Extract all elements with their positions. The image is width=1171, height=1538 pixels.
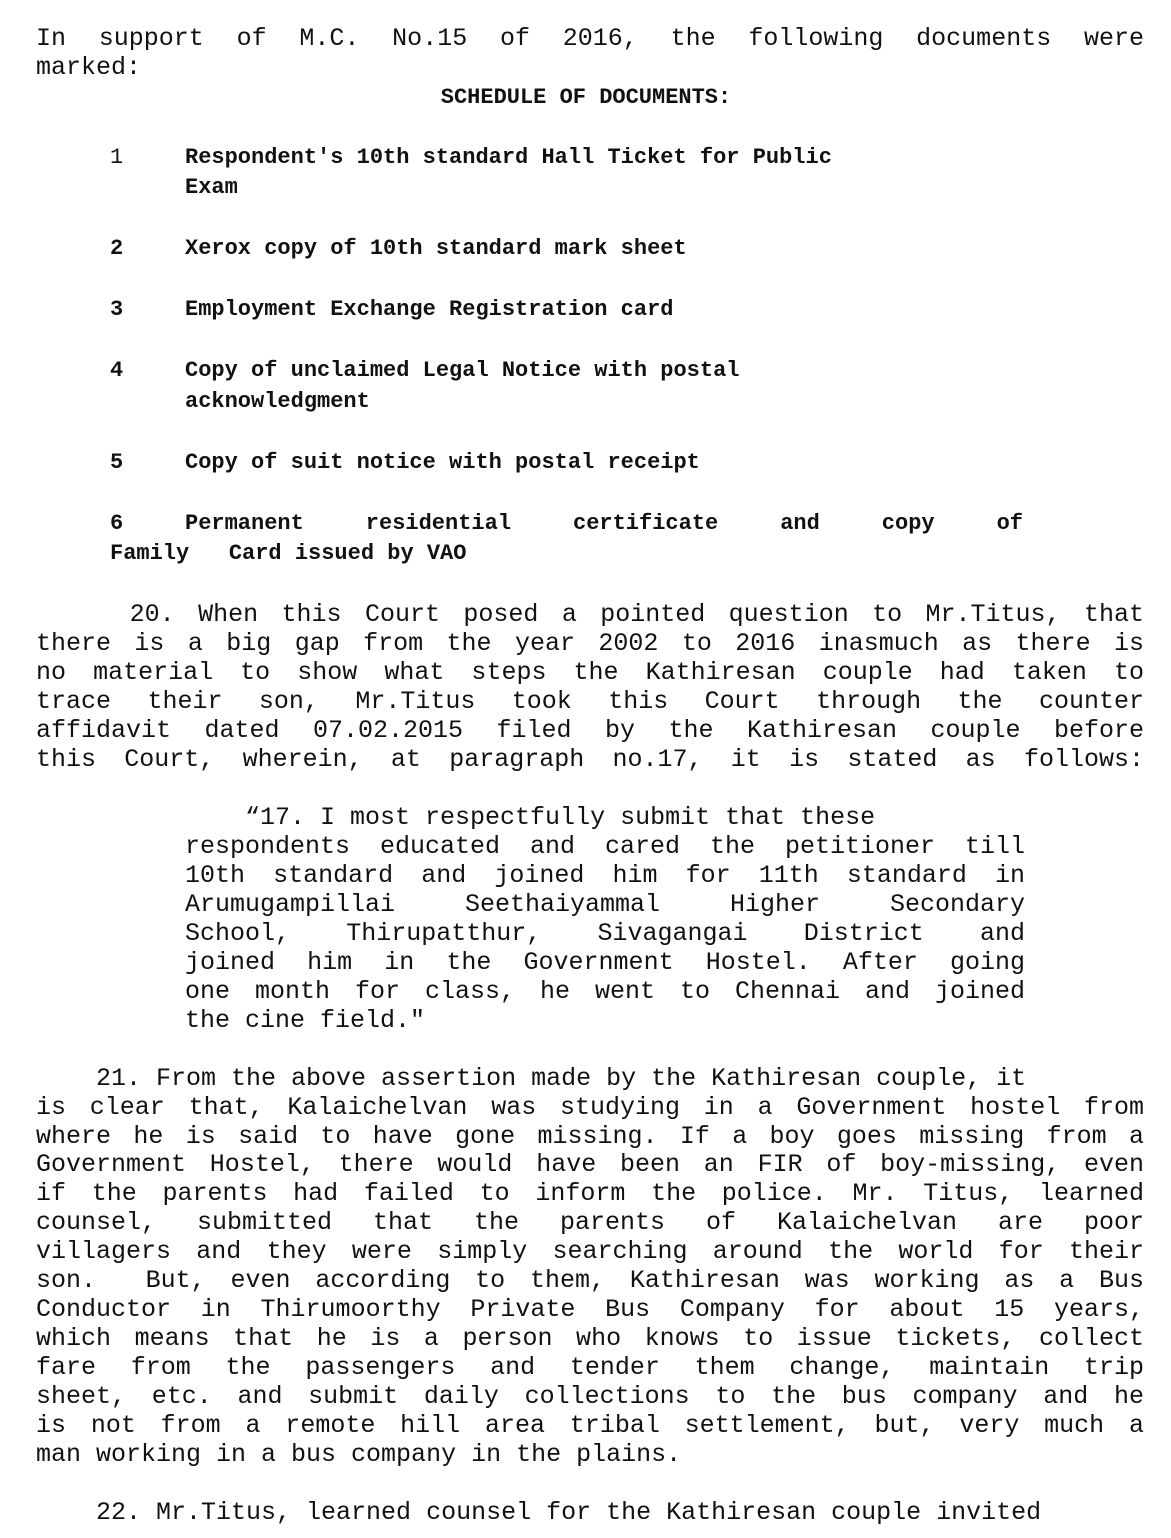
schedule-item-text: Xerox copy of 10th standard mark sheet [185, 236, 687, 261]
para-21-line: is clear that, Kalaichelvan was studying in a Government hostel from [36, 1093, 1144, 1122]
schedule-item-number: 6 [110, 511, 124, 536]
quote-line: one month for class, he went to Chennai and joined [185, 977, 1025, 1006]
para-20-line: affidavit dated 07.02.2015 filed by the Kathiresan couple before [36, 716, 1144, 745]
schedule-item-text-cont: Exam [185, 175, 238, 200]
para-21-line: where he is said to have gone missing. If a boy goes missing from a [36, 1122, 1144, 1151]
para-21-line: which means that he is a person who knows to issue tickets, collect [36, 1324, 1144, 1353]
schedule-item-number: 4 [110, 358, 124, 383]
intro-line-2: marked: [36, 53, 142, 82]
para-21-line: sheet, etc. and submit daily collections to the bus company and he [36, 1382, 1144, 1411]
schedule-item-number: 2 [110, 236, 124, 261]
para-21-line: man working in a bus company in the plains. [36, 1440, 682, 1469]
para-21-line: counsel, submitted that the parents of Kalaichelvan are poor [36, 1208, 1144, 1237]
quote-line: the cine field." [185, 1006, 426, 1035]
para-20-line: this Court, wherein, at paragraph no.17, it is stated as follows: [36, 745, 1144, 774]
quote-line: School, Thirupatthur, Sivagangai District and [185, 919, 1025, 948]
para-21-line: if the parents had failed to inform the police. Mr. Titus, learned [36, 1179, 1144, 1208]
schedule-item-text: Employment Exchange Registration card [185, 297, 674, 322]
quote-line: joined him in the Government Hostel. After going [185, 948, 1025, 977]
para-20-line: trace their son, Mr.Titus took this Court through the counter [36, 687, 1144, 716]
para-21-line: 21. From the above assertion made by the Kathiresan couple, it [36, 1064, 1027, 1093]
schedule-item-text-cont: acknowledgment [185, 389, 370, 414]
schedule-item-text: Copy of suit notice with postal receipt [185, 450, 700, 475]
schedule-item-number: 5 [110, 450, 124, 475]
para-21-line: fare from the passengers and tender them change, maintain trip [36, 1353, 1144, 1382]
para-21-line: son. But, even according to them, Kathiresan was working as a Bus [36, 1266, 1144, 1295]
para-21-line: Conductor in Thirumoorthy Private Bus Company for about 15 years, [36, 1295, 1144, 1324]
para-20-line: there is a big gap from the year 2002 to 2016 inasmuch as there is [36, 629, 1144, 658]
schedule-item-text: Respondent's 10th standard Hall Ticket for Public [185, 145, 832, 170]
schedule-item-number: 3 [110, 297, 124, 322]
intro-line-1: In support of M.C. No.15 of 2016, the following documents were [36, 24, 1144, 53]
schedule-heading: SCHEDULE OF DOCUMENTS: [440, 85, 732, 110]
quote-line: respondents educated and cared the petitioner till [185, 832, 1025, 861]
quote-line: Arumugampillai Seethaiyammal Higher Secondary [185, 890, 1025, 919]
para-22-line: 22. Mr.Titus, learned counsel for the Kathiresan couple invited [36, 1498, 1042, 1527]
para-21-line: Government Hostel, there would have been an FIR of boy-missing, even [36, 1150, 1144, 1179]
para-21-line: is not from a remote hill area tribal settlement, but, very much a [36, 1411, 1144, 1440]
quote-line: “17. I most respectfully submit that these [185, 803, 876, 832]
schedule-item-number: 1 [110, 145, 124, 170]
schedule-item-text: Copy of unclaimed Legal Notice with postal [185, 358, 740, 383]
quote-line: 10th standard and joined him for 11th standard in [185, 861, 1025, 890]
schedule-item-text: Permanent residential certificate and copy of [185, 511, 1023, 536]
para-20-line: 20. When this Court posed a pointed question to Mr.Titus, that [36, 600, 1144, 629]
schedule-item-text-cont: Family Card issued by VAO [110, 541, 467, 566]
para-21-line: villagers and they were simply searching around the world for their [36, 1237, 1144, 1266]
para-20-line: no material to show what steps the Kathiresan couple had taken to [36, 658, 1144, 687]
